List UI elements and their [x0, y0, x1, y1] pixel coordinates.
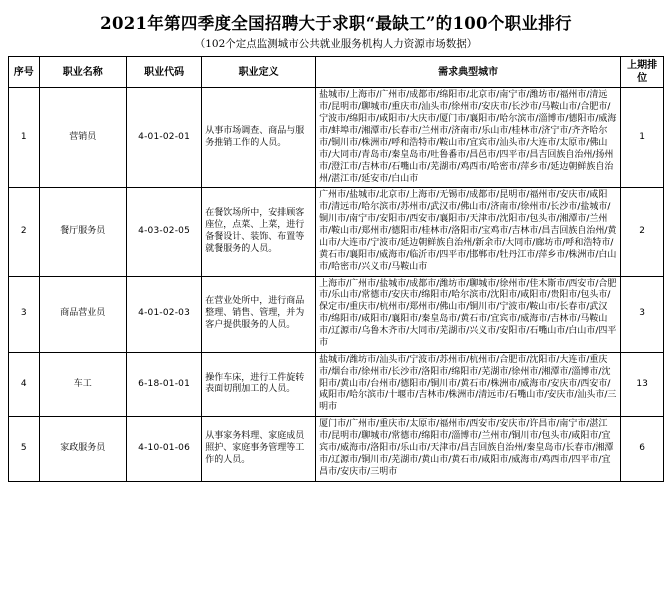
column-header-cities: 需求典型城市: [316, 57, 621, 88]
table-row: [9, 88, 664, 188]
table-header-row: [9, 57, 664, 88]
cell-definition: 在营业处所中，进行商品整理、销售、管理，并为客户提供服务的人员。: [202, 276, 316, 352]
cell-previous-rank: 3: [621, 276, 664, 352]
cell-definition: 在餐饮场所中，安排顾客座位，点菜、上菜，进行备餐设计、装饰、布置等就餐服务的人员。: [202, 188, 316, 276]
page-subtitle: （102个定点监测城市公共就业服务机构人力资源市场数据）: [194, 38, 478, 50]
cell-no: 1: [9, 88, 40, 188]
cell-occupation-code: 4-01-02-03: [126, 276, 201, 352]
cell-previous-rank: 2: [621, 188, 664, 276]
cell-cities: 上海市/广州市/盐城市/成都市/潍坊市/聊城市/徐州市/佳木斯市/西安市/合肥市/乐山市/常德市/安庆市/绵阳市/哈尔滨市/沈阳市/咸阳市/贵阳市/包头市/保定市/重庆市/杭州市/郑州市/佛山市/铜川市/宁波市/鞍山市/长春市/武汉市/绵阳市/咸阳市/襄阳市/秦皇岛市/黄石市/宜宾市/威海市/吉林市/马鞍山市/辽源市/乌鲁木齐市/大同市/芜湖市/兴义市/安阳市/石嘴山市/白山市/四平市: [316, 276, 621, 352]
cell-no: 3: [9, 276, 40, 352]
cell-cities: 厦门市/广州市/重庆市/太原市/福州市/西安市/安庆市/许昌市/南宁市/湛江市/昆明市/聊城市/常德市/绵阳市/淄博市/兰州市/铜川市/包头市/咸阳市/宜宾市/威海市/洛阳市/乐山市/天津市/昌吉回族自治州/秦皇岛市/长春市/湘潭市/辽源市/铜川市/芜湖市/黄山市/黄石市/咸阳市/威海市/鸡西市/四平市/宜昌市/安庆市/三明市: [316, 417, 621, 481]
cell-cities: 盐城市/潍坊市/汕头市/宁波市/苏州市/杭州市/合肥市/沈阳市/大连市/重庆市/烟台市/徐州市/长沙市/洛阳市/绵阳市/芜湖市/徐州市/湘潭市/淄博市/沈阳市/黄山市/台州市/德阳市/铜川市/黄石市/株洲市/威海市/安庆市/西安市/咸阳市/哈尔滨市/十堰市/吉林市/株洲市/清远市/石嘴山市/安庆市/汕头市/三明市: [316, 352, 621, 416]
cell-definition: 从事家务料理、家庭成员照护、家庭事务管理等工作的人员。: [202, 417, 316, 481]
cell-occupation-name: 营销员: [39, 88, 126, 188]
cell-previous-rank: 13: [621, 352, 664, 416]
cell-occupation-name: 车工: [39, 352, 126, 416]
column-header-name: 职业名称: [39, 57, 126, 88]
table-row: [9, 276, 664, 352]
table-row: [9, 417, 664, 481]
column-header-code: 职业代码: [126, 57, 201, 88]
occupation-ranking-table: [8, 56, 664, 482]
column-header-previous-rank: 上期排位: [621, 57, 664, 88]
cell-occupation-code: 4-01-02-01: [126, 88, 201, 188]
cell-occupation-name: 家政服务员: [39, 417, 126, 481]
cell-occupation-code: 6-18-01-01: [126, 352, 201, 416]
table-row: [9, 188, 664, 276]
cell-occupation-name: 餐厅服务员: [39, 188, 126, 276]
cell-previous-rank: 6: [621, 417, 664, 481]
cell-previous-rank: 1: [621, 88, 664, 188]
cell-definition: 从事市场调查、商品与服务推销工作的人员。: [202, 88, 316, 188]
cell-occupation-code: 4-03-02-05: [126, 188, 201, 276]
column-header-no: 序号: [9, 57, 40, 88]
cell-occupation-name: 商品营业员: [39, 276, 126, 352]
cell-cities: 盐城市/上海市/广州市/成都市/绵阳市/北京市/南宁市/潍坊市/福州市/清远市/昆明市/聊城市/重庆市/汕头市/徐州市/安庆市/长沙市/马鞍山市/合肥市/宁波市/绵阳市/咸阳市/大庆市/厦门市/襄阳市/哈尔滨市/淄博市/德阳市/威海市/蚌埠市/湘潭市/长春市/兰州市/济南市/乐山市/桂林市/济宁市/齐齐哈尔市/铜川市/株洲市/呼和浩特市/鞍山市/宜宾市/汕头市/大连市/太原市/佛山市/大同市/青岛市/秦皇岛市/吐鲁番市/昌邑市/四平市/昌吉回族自治州/扬州市/澄江市/吉林市/石嘴山市/芜湖市/鸡西市/哈密市/萍乡市/延边朝鲜族自治州/湛江市/延安市/白山市: [316, 88, 621, 188]
column-header-definition: 职业定义: [202, 57, 316, 88]
cell-no: 2: [9, 188, 40, 276]
page-title: 2021年第四季度全国招聘大于求职“最缺工”的100个职业排行: [100, 14, 572, 33]
cell-occupation-code: 4-10-01-06: [126, 417, 201, 481]
cell-no: 5: [9, 417, 40, 481]
cell-no: 4: [9, 352, 40, 416]
table-row: [9, 352, 664, 416]
cell-cities: 广州市/盐城市/北京市/上海市/无锡市/成都市/昆明市/福州市/安庆市/咸阳市/清远市/哈尔滨市/苏州市/武汉市/佛山市/济南市/徐州市/长沙市/盐城市/铜川市/南宁市/安阳市/西安市/襄阳市/天津市/沈阳市/包头市/湘潭市/兰州市/鞍山市/郑州市/德阳市/桂林市/洛阳市/宝鸡市/吉林市/昌吉回族自治州/黄山市/大连市/宁波市/延边朝鲜族自治州/新余市/大同市/廊坊市/呼和浩特市/黄石市/襄阳市/威海市/临沂市/四平市/邯郸市/牡丹江市/萍乡市/株洲市/白山市/哈密市/兴义市/马鞍山市: [316, 188, 621, 276]
cell-definition: 操作车床，进行工件旋转表面切削加工的人员。: [202, 352, 316, 416]
